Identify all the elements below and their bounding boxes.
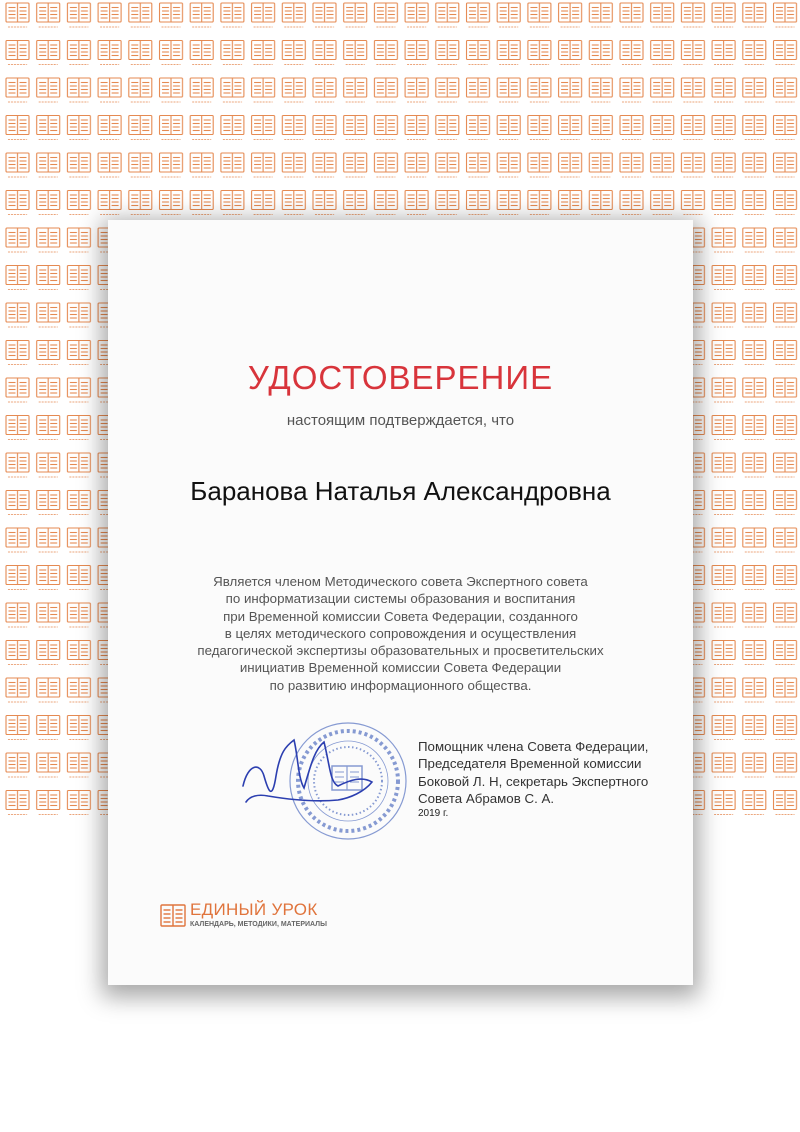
body-line: при Временной комиссии Совета Федерации, созданного: [223, 608, 578, 624]
certificate-title: УДОСТОВЕРЕНИЕ: [247, 359, 554, 396]
stamp-and-signature: [238, 716, 413, 846]
book-icon: [160, 903, 186, 929]
recipient-name: Баранова Наталья Александровна: [190, 476, 611, 506]
body-line: по развитию информационного общества.: [269, 677, 532, 693]
signer-block: [418, 738, 688, 821]
edinyi-urok-logo: [160, 900, 327, 934]
logo-name: ЕДИНЫЙ УРОК: [190, 900, 318, 919]
body-line: Является членом Методического совета Экспертного совета: [213, 574, 588, 589]
body-line: в целях методического сопровождения и осуществления: [224, 625, 577, 641]
signature-year: 2019 г.: [418, 808, 449, 820]
signer-line: Боковой Л. Н, секретарь Экспертного: [418, 773, 649, 789]
logo-tagline: КАЛЕНДАРЬ, МЕТОДИКИ, МАТЕРИАЛЫ: [190, 921, 327, 928]
signer-line: Совета Абрамов С. А.: [418, 790, 555, 806]
certificate-subtitle: настоящим подтверждается, что: [286, 412, 515, 429]
certificate-body: [148, 573, 653, 694]
signer-line: Помощник члена Совета Федерации,: [418, 739, 649, 754]
body-line: педагогической экспертизы образовательных и просветительских: [197, 643, 604, 659]
signer-line: Председателя Временной комиссии: [418, 756, 642, 772]
certificate: [108, 220, 693, 985]
body-line: инициатив Временной комиссии Совета Федерации: [239, 660, 562, 676]
body-line: по информатизации системы образования и воспитания: [225, 591, 576, 607]
signature-icon: [243, 740, 372, 802]
